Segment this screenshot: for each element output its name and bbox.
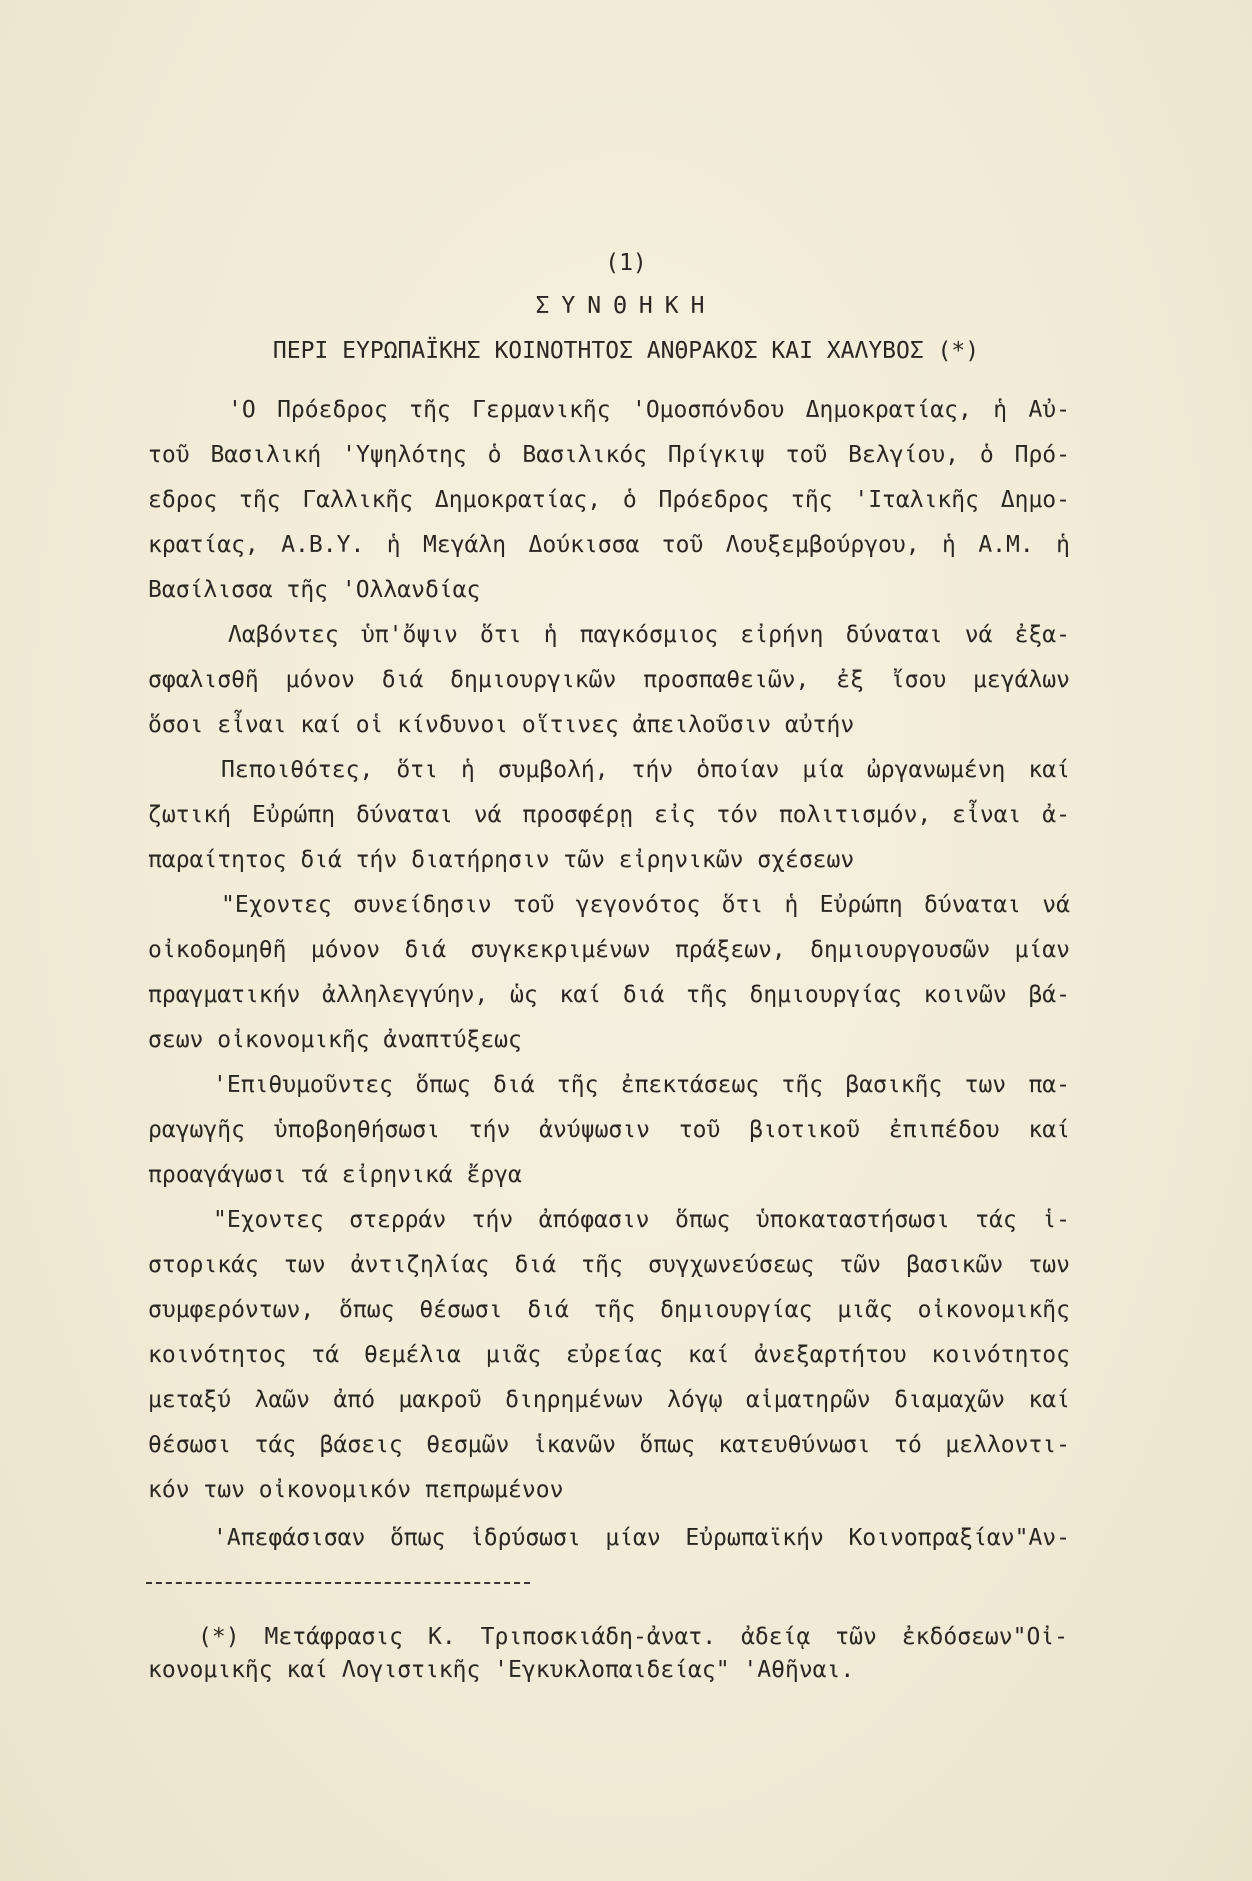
body-line: 'Απεφάσισαν ὅπως ἱδρύσωσι μίαν Εὐρωπαϊκήν Κοινοπραξίαν"Αν-: [213, 1525, 1070, 1551]
body-line: κόν των οἰκονομικόν πεπρωμένον: [148, 1477, 564, 1503]
body-line: "Εχοντες στερράν τήν ἀπόφασιν ὅπως ὑποκαταστήσωσι τάς ἱ-: [213, 1207, 1070, 1233]
body-line: Πεποιθότες, ὅτι ἡ συμβολή, τήν ὁποίαν μία ὠργανωμένη καί: [221, 757, 1070, 783]
body-line: ραγωγῆς ὑποβοηθήσωσι τήν ἀνύψωσιν τοῦ βιοτικοῦ ἐπιπέδου καί: [148, 1117, 1070, 1143]
body-line: Βασίλισσα τῆς 'Ολλανδίας: [148, 577, 481, 603]
body-line: 'Ο Πρόεδρος τῆς Γερμανικῆς 'Ομοσπόνδου Δημοκρατίας, ἡ Αὐ-: [228, 397, 1070, 423]
body-line: ζωτική Εὐρώπη δύναται νά προσφέρῃ εἰς τόν πολιτισμόν, εἶναι ἀ-: [148, 802, 1070, 828]
footnote-separator: [146, 1582, 530, 1584]
body-line: σεων οἰκονομικῆς ἀναπτύξεως: [148, 1027, 522, 1053]
body-line: "Εχοντες συνείδησιν τοῦ γεγονότος ὅτι ἡ Εὐρώπη δύναται νά: [221, 892, 1070, 918]
document-subtitle: ΠΕΡΙ ΕΥΡΩΠΑΪΚΗΣ ΚΟΙΝΟΤΗΤΟΣ ΑΝΘΡΑΚΟΣ ΚΑΙ ΧΑΛΥΒΟΣ (*): [272, 338, 980, 364]
document-title: ΣΥΝΘΗΚΗ: [535, 293, 717, 319]
page-number: (1): [605, 250, 647, 276]
body-line: εδρος τῆς Γαλλικῆς Δημοκρατίας, ὁ Πρόεδρος τῆς 'Ιταλικῆς Δημο-: [148, 487, 1070, 513]
body-line: οἰκοδομηθῆ μόνον διά συγκεκριμένων πράξεων, δημιουργουσῶν μίαν: [148, 937, 1070, 963]
body-line: 'Επιθυμοῦντες ὅπως διά τῆς ἐπεκτάσεως τῆς βασικῆς των πα-: [213, 1072, 1070, 1098]
body-line: ὅσοι εἶναι καί οἱ κίνδυνοι οἵτινες ἀπειλοῦσιν αὐτήν: [148, 712, 855, 738]
body-line: προαγάγωσι τά εἰρηνικά ἔργα: [148, 1162, 522, 1188]
footnote-line: (*) Μετάφρασις Κ. Τριποσκιάδη-ἀνατ. ἀδείᾳ τῶν ἐκδόσεων"Οἰ-: [198, 1624, 1068, 1650]
body-line: στορικάς των ἀντιζηλίας διά τῆς συγχωνεύσεως τῶν βασικῶν των: [148, 1252, 1070, 1278]
body-line: συμφερόντων, ὅπως θέσωσι διά τῆς δημιουργίας μιᾶς οἰκονομικῆς: [148, 1297, 1070, 1323]
body-line: κοινότητος τά θεμέλια μιᾶς εὐρείας καί ἀνεξαρτήτου κοινότητος: [148, 1342, 1070, 1368]
footnote-line: κονομικῆς καί Λογιστικῆς 'Εγκυκλοπαιδείας" 'Αθῆναι.: [148, 1657, 855, 1683]
body-line: Λαβόντες ὑπ'ὄψιν ὅτι ἡ παγκόσμιος εἰρήνη δύναται νά ἐξα-: [228, 622, 1070, 648]
body-line: θέσωσι τάς βάσεις θεσμῶν ἱκανῶν ὅπως κατευθύνωσι τό μελλοντι-: [148, 1432, 1070, 1458]
body-line: μεταξύ λαῶν ἀπό μακροῦ διηρημένων λόγῳ αἱματηρῶν διαμαχῶν καί: [148, 1387, 1070, 1413]
body-line: τοῦ Βασιλική 'Υψηλότης ὁ Βασιλικός Πρίγκιψ τοῦ Βελγίου, ὁ Πρό-: [148, 442, 1070, 468]
body-line: κρατίας, Α.Β.Υ. ἡ Μεγάλη Δούκισσα τοῦ Λουξεμβούργου, ἡ Α.Μ. ἡ: [148, 532, 1070, 558]
body-line: σφαλισθῆ μόνον διά δημιουργικῶν προσπαθειῶν, ἐξ ἴσου μεγάλων: [148, 667, 1070, 693]
body-line: πραγματικήν ἀλληλεγγύην, ὡς καί διά τῆς δημιουργίας κοινῶν βά-: [148, 982, 1070, 1008]
body-line: παραίτητος διά τήν διατήρησιν τῶν εἰρηνικῶν σχέσεων: [148, 847, 855, 873]
